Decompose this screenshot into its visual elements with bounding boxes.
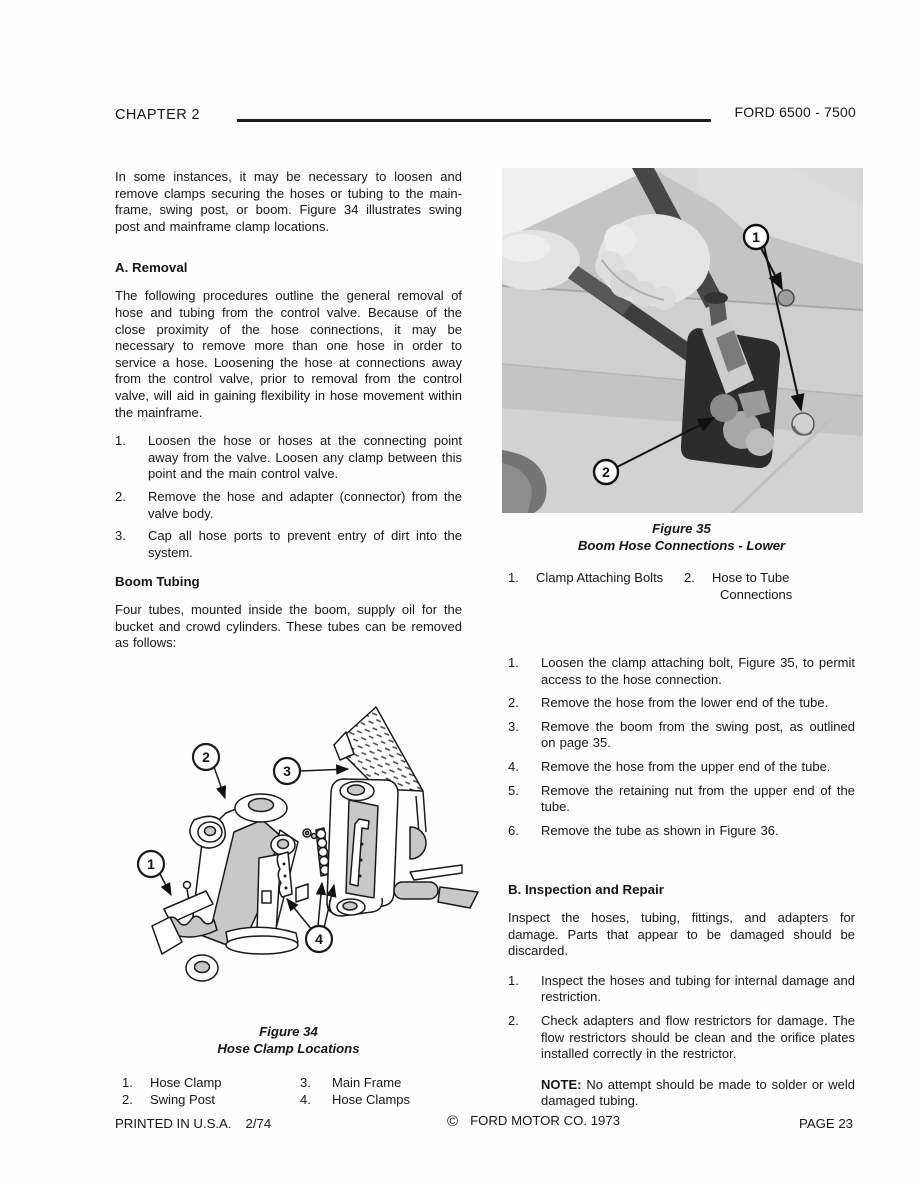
step-number: 2. — [115, 488, 126, 504]
print-date: 2/74 — [245, 1116, 272, 1131]
footer-printed — [115, 1116, 271, 1131]
step-number: 6. — [508, 822, 519, 838]
legend-number: 1. — [508, 570, 519, 585]
callout-2-number: 2 — [602, 464, 610, 480]
step-number: 2. — [508, 1012, 519, 1028]
legend-label: Swing Post — [150, 1092, 216, 1107]
left-column — [115, 169, 462, 652]
boom-steps-list — [508, 655, 855, 846]
legend-number: 2. — [122, 1092, 133, 1107]
printed-label: PRINTED IN U.S.A. — [115, 1116, 232, 1131]
footer-copyright — [447, 1113, 620, 1130]
step-text: Check adapters and flow restrictors for damage. The flow restrictors should be clean and the orifice plates installed correctly in the restrictor. — [541, 1012, 855, 1062]
footer-page-number: PAGE 23 — [799, 1116, 853, 1131]
callout-3-number: 3 — [283, 763, 291, 779]
note-paragraph — [541, 1077, 855, 1110]
step-number: 1. — [508, 655, 519, 670]
legend-label: Hose Clamp — [150, 1075, 222, 1090]
list-item — [115, 489, 462, 522]
section-b-paragraph: Inspect the hoses, tubing, fittings, and adapters for damage. Parts that appear to be damaged should be discarded. — [508, 910, 855, 959]
step-text: Remove the hose and adapter (connector) from the valve body. — [148, 488, 462, 521]
step-number: 2. — [508, 695, 519, 711]
step-text: Inspect the hoses and tubing for internal damage and restriction. — [541, 972, 855, 1005]
callout-1-number: 1 — [147, 856, 155, 872]
list-item — [115, 433, 462, 483]
section-a-heading: A. Removal — [115, 260, 188, 276]
step-text: Loosen the hose or hoses at the connecting point away from the valve. Loosen any clamp between this point and the main control valve. — [148, 433, 462, 482]
step-number: 3. — [115, 528, 126, 544]
step-number: 5. — [508, 782, 519, 798]
figure-35-legend — [508, 569, 855, 603]
figure-35 — [502, 168, 863, 513]
list-item — [508, 973, 855, 1006]
list-item — [508, 655, 855, 688]
figure-35-title: Figure 35 — [652, 521, 711, 536]
legend-label: Main Frame — [332, 1075, 402, 1090]
boom-tubing-heading: Boom Tubing — [115, 574, 200, 590]
copyright-text: FORD MOTOR CO. 1973 — [470, 1113, 621, 1128]
legend-number: 1. — [122, 1075, 133, 1090]
list-item — [508, 759, 855, 776]
list-item — [508, 719, 855, 752]
list-item — [508, 695, 855, 712]
callout-2-number: 2 — [202, 749, 210, 765]
copyright-icon: © — [447, 1113, 459, 1130]
legend-label-line1: Hose to Tube — [712, 570, 790, 585]
step-number: 4. — [508, 758, 519, 774]
callout-1-number: 1 — [752, 229, 760, 245]
step-number: 3. — [508, 718, 519, 734]
clamp-bolt-lower — [792, 413, 814, 435]
list-item — [508, 783, 855, 816]
callout-4-number: 4 — [315, 931, 323, 947]
legend-label: Clamp Attaching Bolts — [536, 570, 664, 585]
figure-35-photo — [502, 168, 863, 513]
figure-34 — [110, 692, 500, 1027]
chapter-label: CHAPTER 2 — [115, 107, 200, 123]
step-number: 1. — [508, 972, 519, 988]
boom-tubing-paragraph: Four tubes, mounted inside the boom, supply oil for the bucket and crowd cylinders. These tubes can be removed as follows: — [115, 602, 462, 651]
step-text: Remove the hose from the upper end of the tube. — [541, 758, 831, 774]
note-text: No attempt should be made to solder or weld damaged tubing. — [541, 1076, 855, 1109]
main-frame-art — [327, 707, 478, 916]
step-text: Remove the tube as shown in Figure 36. — [541, 822, 779, 838]
list-item — [115, 528, 462, 561]
note-label: NOTE: — [541, 1076, 582, 1092]
intro-paragraph: In some instances, it may be necessary to loosen and remove clamps securing the hoses or tubing to the main-frame, swing post, or boom. Figure 34 illustrates swing post and mainframe clamp locations. — [115, 169, 462, 234]
figure-35-caption — [508, 521, 855, 554]
figure-34-title: Figure 34 — [259, 1024, 318, 1039]
step-text: Remove the boom from the swing post, as outlined on page 35. — [541, 718, 855, 751]
legend-number: 4. — [300, 1092, 311, 1107]
removal-steps-list — [115, 433, 462, 561]
figure-34-legend — [122, 1074, 462, 1108]
step-text: Remove the hose from the lower end of the tube. — [541, 695, 829, 711]
legend-label: Hose Clamps — [332, 1092, 411, 1107]
header-rule — [237, 119, 711, 122]
figure-34-caption — [115, 1024, 462, 1057]
list-item — [508, 1013, 855, 1063]
legend-number: 3. — [300, 1075, 311, 1090]
clamp-bolt-upper — [778, 290, 794, 306]
legend-label-line2: Connections — [720, 587, 793, 602]
step-text: Loosen the clamp attaching bolt, Figure 35, to permit access to the hose connection. — [541, 655, 855, 687]
legend-label — [712, 569, 792, 603]
step-text: Remove the retaining nut from the upper end of the tube. — [541, 782, 855, 815]
section-a-paragraph: The following procedures outline the general removal of hose and tubing from the control valve. Because of the close proximity of the hose connections, it may be necessary to remove more than one hose in order to service a hose. Loosening the hose at connections away from the control valve, prior to removal from the control valve, will aid in gaining flexibility in hose movement within the mainframe. — [115, 288, 462, 420]
legend-number: 2. — [684, 570, 695, 585]
step-text: Cap all hose ports to prevent entry of dirt into the system. — [148, 528, 462, 560]
figure-34-drawing — [110, 692, 500, 1022]
section-b-heading: B. Inspection and Repair — [508, 882, 664, 897]
model-label: FORD 6500 - 7500 — [734, 104, 856, 120]
list-item — [508, 823, 855, 840]
step-number: 1. — [115, 433, 126, 449]
figure-34-subtitle: Hose Clamp Locations — [217, 1040, 360, 1056]
figure-35-subtitle: Boom Hose Connections - Lower — [577, 537, 786, 553]
section-b — [508, 882, 855, 1110]
